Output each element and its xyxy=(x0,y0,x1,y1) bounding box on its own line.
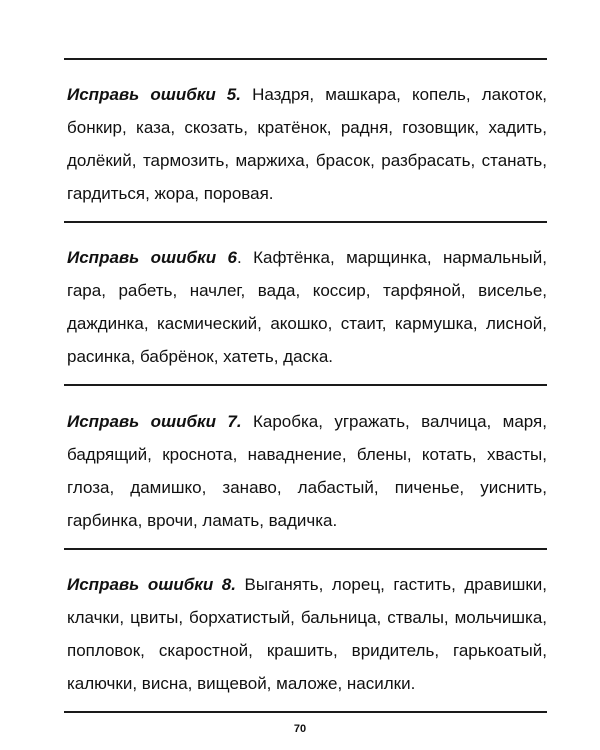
divider-rule xyxy=(64,58,547,60)
exercise-first-line xyxy=(67,78,547,111)
exercise-text: Каробка, угражать, валчица, маря, xyxy=(241,412,547,431)
exercise-5 xyxy=(67,78,547,210)
page-number: 70 xyxy=(293,723,307,735)
exercise-text-line: бонкир, каза, скозать, кратёнок, радня, гозовщик, хадить, xyxy=(67,118,547,137)
exercise-text: . Кафтёнка, марщинка, нармальный, xyxy=(236,248,547,267)
exercise-text-line: расинка, бабрёнок, хатеть, даска. xyxy=(67,347,334,366)
divider-rule xyxy=(64,384,547,386)
exercise-text-line: клачки, цвиты, борхатистый, бальница, ствалы, мольчишка, xyxy=(67,608,547,627)
exercise-text: Наздря, машкара, копель, лакоток, xyxy=(241,85,547,104)
exercise-text-line: гардиться, жора, поровая. xyxy=(67,184,274,203)
exercise-first-line xyxy=(67,241,547,274)
exercise-heading: Исправь ошибки 5. xyxy=(67,85,241,104)
exercise-heading: Исправь ошибки 7. xyxy=(67,412,242,431)
exercise-text: Выганять, лорец, гастить, дравишки, xyxy=(235,575,547,594)
divider-rule xyxy=(64,548,547,550)
exercise-heading: Исправь ошибки 6 xyxy=(67,248,237,267)
exercise-text-line: гарбинка, врочи, ламать, вадичка. xyxy=(67,511,338,530)
exercise-8 xyxy=(67,568,547,700)
exercise-first-line xyxy=(67,568,547,601)
exercise-text-line: глоза, дамишко, занаво, лабастый, пиченье, уиснить, xyxy=(67,478,547,497)
exercise-first-line xyxy=(67,405,547,438)
exercise-7 xyxy=(67,405,547,537)
exercise-6 xyxy=(67,241,547,373)
exercise-text-line: даждинка, касмический, акошко, стаит, кармушка, лисной, xyxy=(67,314,547,333)
exercise-text-line: гара, рабеть, начлег, вада, коссир, тарфяной, виселье, xyxy=(67,281,547,300)
divider-rule xyxy=(64,711,547,713)
exercise-text-line: попловок, скаростной, крашить, вридитель, гарькоатый, xyxy=(67,641,547,660)
divider-rule xyxy=(64,221,547,223)
exercise-heading: Исправь ошибки 8. xyxy=(67,575,236,594)
exercise-text-line: калючки, висна, вищевой, маложе, насилки. xyxy=(67,674,416,693)
exercise-text-line: бадрящий, кроснота, наваднение, блены, котать, хвасты, xyxy=(67,445,547,464)
exercise-text-line: долёкий, тармозить, маржиха, брасок, разбрасать, станать, xyxy=(67,151,547,170)
